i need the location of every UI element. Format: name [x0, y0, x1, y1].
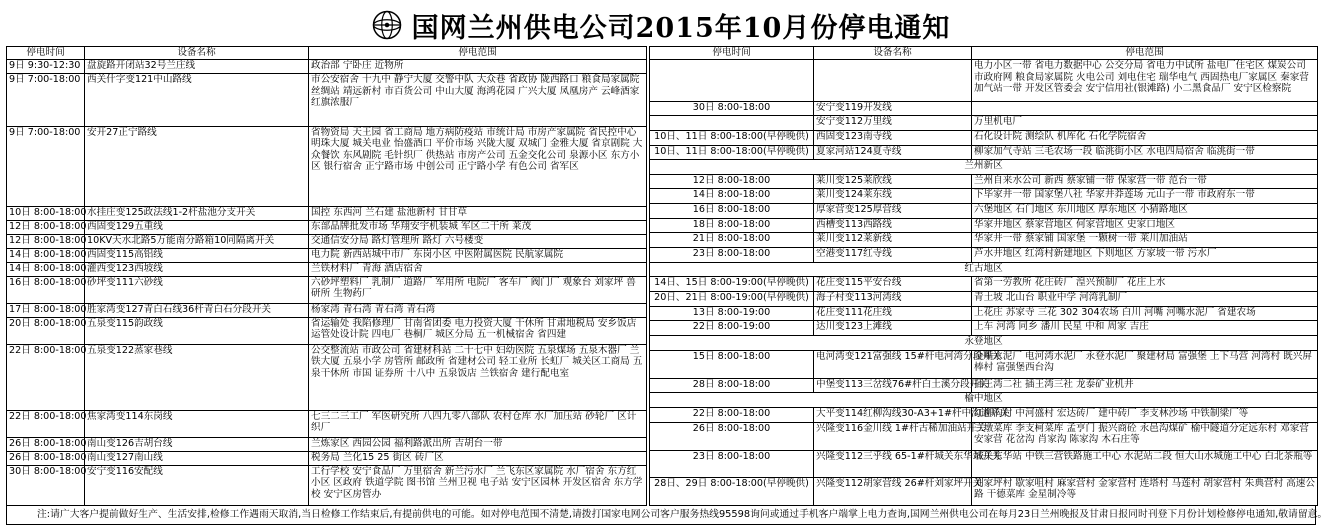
device-name: 安宁变116安配线 [85, 465, 309, 505]
table-row [650, 422, 1318, 450]
outage-time: 10日、11日 8:00-18:00(早停晚供) [650, 130, 814, 145]
outage-time [650, 60, 814, 102]
outage-area: 插王湾二社 插王湾三社 龙泰矿业机井 [972, 378, 1318, 393]
table-row [650, 306, 1318, 321]
outage-time: 12日 8:00-18:00 [7, 234, 85, 248]
table-row [650, 204, 1318, 219]
outage-time: 23日 8:00-18:00 [650, 450, 814, 477]
outage-time: 16日 8:00-18:00 [650, 204, 814, 219]
table-row [650, 218, 1318, 233]
outage-area: 省物资局 天王园 省工商局 地方病防疫站 市统计局 市房产家属院 省民控中心 明珠大厦 城关电业 怡盛酒口 平价市场 兴陇大厦 双城门 金雅大厦 省京剧院 大众餐饮 东风剧院 毛针织厂 供热站 市房产公司 五金交化公司 泉源小区 东方小区 银行宿舍 正宁路市场 中创公司 正宁路小学 有色公司 省军区 [309, 126, 647, 206]
device-name: 砂坪变111六砂线 [85, 276, 309, 303]
table-row [7, 262, 647, 276]
device-name: 安开27正宁路线 [85, 126, 309, 206]
header-area: 停电范围 [309, 47, 647, 60]
outage-time: 28日、29日 8:00-18:00(早停晚供) [650, 477, 814, 505]
outage-time: 30日 8:00-18:00 [650, 101, 814, 116]
device-name: 莱川变112莱新线 [814, 233, 972, 248]
outage-time: 30日 8:00-18:00 [7, 465, 85, 505]
device-name: 灌西变123西坡线 [85, 262, 309, 276]
outage-time: 14日、15日 8:00-19:00(早停晚供) [650, 277, 814, 292]
device-name: 西固变129五重线 [85, 220, 309, 234]
outage-time: 16日 8:00-18:00 [7, 276, 85, 303]
device-name: 五泉变122蒸家巷线 [85, 344, 309, 410]
region-section-row [650, 160, 1318, 175]
outage-area: 市公安宿舍 十九中 静宁大厦 交警中队 大众巷 省政协 陇西路口 粮食局家属院 丝绸站 靖远新村 市百货公司 中山大厦 海鸿花园 广兴大厦 凤凰房产 云峰酒家红旗浓服厂 [309, 74, 647, 127]
outage-area: 税务局 兰化15 25 街区 砖厂区 [309, 451, 647, 465]
device-name: 电河湾变121富强线 15#杆电河湾分段开关 [814, 350, 972, 378]
outage-area: 柳家加气寺站 三毛农场一段 临洮街小区 水电四局宿舍 临洮街一带 [972, 145, 1318, 160]
table-row [7, 234, 647, 248]
outage-area: 工行学校 安宁食品厂 万里宿舍 新兰污水厂 兰飞东区家属院 水厂宿舍 东方红小区 区政府 铁道学院 图书馆 兰州卫视 电子站 安宁区园林 开发区宿舍 东方学校 安宁区房管办 [309, 465, 647, 505]
table-row [650, 233, 1318, 248]
table-row [650, 60, 1318, 102]
outage-area: 杨家湾 青石湾 青石湾 青石湾 [309, 303, 647, 317]
device-name: 兴隆变116金川线 1#杆古稀加油站开关 [814, 422, 972, 450]
state-grid-logo-icon [372, 10, 402, 40]
outage-time: 26日 8:00-18:00 [650, 422, 814, 450]
right-header-row [650, 47, 1318, 60]
outage-time: 26日 8:00-18:00 [7, 451, 85, 465]
outage-area: 上花庄 苏家寺 三花 302 304农场 白川 河嘴 河嘴水泥厂 省建农场 [972, 306, 1318, 321]
header-area: 停电范围 [972, 47, 1318, 60]
outage-time: 10日、11日 8:00-18:00(早停晚供) [650, 145, 814, 160]
outage-time: 22日 8:00-19:00 [650, 321, 814, 336]
device-name: 五泉变115韵政线 [85, 317, 309, 344]
outage-area: 兰铁材料厂 青海 酒店宿舍 [309, 262, 647, 276]
outage-area: 上车 河湾 同乡 潘川 民星 中和 周家 吉庄 [972, 321, 1318, 336]
device-name: 10KV天水北路5万能南分路箱10同隔离开关 [85, 234, 309, 248]
device-name: 盘旋路开闭站32号兰庄线 [85, 60, 309, 74]
table-row [7, 465, 647, 505]
table-row [650, 477, 1318, 505]
header-device: 设备名称 [814, 47, 972, 60]
outage-area: 华家井地区 蔡家营地区 何家营地区 史家口地区 [972, 218, 1318, 233]
device-name: 安宁变119开发线 [814, 101, 972, 116]
table-row [650, 321, 1318, 336]
device-name: 水挂庄变125政法线1-2杆盐池分支开关 [85, 206, 309, 220]
outage-area: 金嘴水泥厂 电河湾水泥厂 永登水泥厂 聚建材局 富强堡 上下马营 河湾村 既兴屏棒村 富强堡西台沟 [972, 350, 1318, 378]
outage-area: 刘家坪村 歇家咀村 麻家营村 金家营村 连塔村 马莲村 胡家营村 朱典营村 高速公路 干德菜库 金星制冷等 [972, 477, 1318, 505]
device-name: 胜家湾变127青白石线36杆青白石分段开关 [85, 303, 309, 317]
outage-area: 兰州自来水公司 新西 蔡家铺一带 保家营一带 范台一带 [972, 174, 1318, 189]
outage-area: 六砂坪塑料厂 乳制厂 道路厂 军用所 电院厂 客车厂 阀门厂 观象台 刘家坪 兽研所 生物药厂 [309, 276, 647, 303]
outage-area: 政治部 宁卧庄 近物所 [309, 60, 647, 74]
outage-area: 青土坡 北山台 职业中学 河湾乳制厂 [972, 291, 1318, 306]
outage-time: 14日 8:00-18:00 [650, 189, 814, 204]
outage-time: 10日 8:00-18:00 [7, 206, 85, 220]
table-row [7, 276, 647, 303]
left-outage-table [6, 46, 647, 506]
outage-area: 石化设计院 测绘队 机厍化 石化学院宿舍 [972, 130, 1318, 145]
region-section-row [650, 335, 1318, 350]
device-name: 空港变117红寺线 [814, 248, 972, 263]
header-time: 停电时间 [650, 47, 814, 60]
table-row [7, 317, 647, 344]
outage-area: 华家井一带 蔡家铺 国家堡 一颗树一带 莱川加油站 [972, 233, 1318, 248]
table-row [650, 277, 1318, 292]
table-row [7, 248, 647, 262]
table-row [650, 145, 1318, 160]
device-name: 莱川变124莱东线 [814, 189, 972, 204]
header-device: 设备名称 [85, 47, 309, 60]
outage-time: 9日 7:00-18:00 [7, 126, 85, 206]
table-row [650, 130, 1318, 145]
device-name: 焦家湾变114东岗线 [85, 410, 309, 437]
left-header-row [7, 47, 647, 60]
outage-area: 城关东华站 中铁三营铁路施工中心 水泥站二段 恒大山水城施工中心 白北茶瓶等 [972, 450, 1318, 477]
device-name: 南山变127南山线 [85, 451, 309, 465]
table-row [650, 116, 1318, 131]
table-row [650, 407, 1318, 422]
outage-time: 22日 8:00-18:00 [7, 344, 85, 410]
region-label: 榆中地区 [650, 393, 1318, 408]
device-name: 西槽变113西路线 [814, 218, 972, 233]
table-row [7, 206, 647, 220]
outage-area: 七三二三工厂 军医研究所 八四九零八部队 农村仓库 水厂加压站 砂轮厂 区计织厂 [309, 410, 647, 437]
outage-area: 电力院 新西站城中市厂 东岗小区 中医附属医院 民航家属院 [309, 248, 647, 262]
outage-time: 17日 8:00-18:00 [7, 303, 85, 317]
device-name: 海子村变113河湾线 [814, 291, 972, 306]
outage-time: 12日 8:00-18:00 [7, 220, 85, 234]
outage-area: 国控 东西河 兰石建 盐池新村 甘甘草 [309, 206, 647, 220]
table-row [7, 410, 647, 437]
outage-time: 14日 8:00-18:00 [7, 248, 85, 262]
table-row [7, 303, 647, 317]
table-row [7, 220, 647, 234]
outage-time: 9日 7:00-18:00 [7, 74, 85, 127]
outage-area: 六堡地区 石门地区 东川地区 厚东地区 小猜路地区 [972, 204, 1318, 219]
table-row [7, 451, 647, 465]
device-name: 达川变123上滩线 [814, 321, 972, 336]
device-name: 西关什字变121中山路线 [85, 74, 309, 127]
table-row [7, 60, 647, 74]
table-row [650, 450, 1318, 477]
outage-area: 兰炼家区 西园公园 福利路派出所 吉胡台一带 [309, 437, 647, 451]
table-row [7, 344, 647, 410]
outage-time: 23日 8:00-18:00 [650, 248, 814, 263]
outage-area [972, 101, 1318, 116]
region-section-row [650, 393, 1318, 408]
device-name: 兴隆变112胡家营线 26#杆刘家坪开关 [814, 477, 972, 505]
outage-area: 交通信安分局 路灯管理所 路灯 六号楼变 [309, 234, 647, 248]
outage-time: 22日 8:00-18:00 [650, 407, 814, 422]
title-bar [6, 4, 1316, 46]
outage-time: 15日 8:00-18:00 [650, 350, 814, 378]
footer-note: 注:请广大客户提前做好生产、生活安排,检修工作遇雨天取消,当日检修工作结束后,有提前供电的可能。如对停电范围不清楚,请拨打国家电网公司客户服务热线95598询问或通过手机客户端掌上电力查询,国网兰州供电公司在每月23日兰州晚报及甘肃日报同时刊登下月份计划检修停电通知,敬请留意。 [6, 506, 1316, 525]
right-outage-table [649, 46, 1318, 506]
region-label: 红古地区 [650, 262, 1318, 277]
device-name: 大平变114红柳沟线30-A3+1#杆中沟道开关 [814, 407, 972, 422]
device-name [814, 60, 972, 102]
outage-time: 18日 8:00-18:00 [650, 218, 814, 233]
outage-area: 省运输处 我陷修理厂 甘南省团委 电力投资大厦 干休所 甘肃地税局 安乡饭店 运管处设计院 四电厂 巷桐厂 城区分局 五一机械宿舍 省四建 [309, 317, 647, 344]
table-row [650, 174, 1318, 189]
device-name: 花庄变111花庄线 [814, 306, 972, 321]
outage-area: 万里机电厂 [972, 116, 1318, 131]
device-name: 莱川变125莱欣线 [814, 174, 972, 189]
outage-time: 26日 8:00-18:00 [7, 437, 85, 451]
outage-time: 28日 8:00-18:00 [650, 378, 814, 393]
outage-area: 东部品牌批发市场 华翔安宇机装城 军区二干所 莱茂 [309, 220, 647, 234]
outage-time [650, 116, 814, 131]
table-row [650, 291, 1318, 306]
outage-area: 电力小区一带 省电力数据中心 公交分局 省电力中试所 盐电厂住宅区 煤炭公司 市政府网 粮食局家属院 火电公司 刘电住宅 瑞华电气 西固热电厂家属区 秦家营 加气站一带 开发区管委会 安宁信用社(银滩路) 小二黑食品厂 安宁区检察院 [972, 60, 1318, 102]
device-name: 花庄变115平安台线 [814, 277, 972, 292]
device-name: 兴隆变112三乎线 65-1#杆城关东华站开关 [814, 450, 972, 477]
outage-time: 12日 8:00-18:00 [650, 174, 814, 189]
table-row [650, 350, 1318, 378]
region-label: 永登地区 [650, 335, 1318, 350]
header-time: 停电时间 [7, 47, 85, 60]
device-name: 夏家河站124夏寺线 [814, 145, 972, 160]
outage-area: 公交整流站 市政公司 省建材科站 二十七中 妇幼医院 五泉煤场 五泉木器厂 兰铁大厦 五泉小学 房管所 邮政所 省建材公司 轻工业所 长虹厂 城关区工商局 五泉干休所 市国 证券所 十八中 五泉饭店 兰铁宿舍 建行配电室 [309, 344, 647, 410]
outage-time: 20日、21日 8:00-19:00(早停晚供) [650, 291, 814, 306]
outage-area: 红柳沟村 中河盛村 宏达砖厂 建中砖厂 李支林沙场 中铁制梁厂等 [972, 407, 1318, 422]
outage-area: 芦水井地区 红湾村新建地区 下则地区 方家坡一带 污水厂 [972, 248, 1318, 263]
outage-time: 22日 8:00-18:00 [7, 410, 85, 437]
table-row [650, 101, 1318, 116]
device-name: 西固变115高铝线 [85, 248, 309, 262]
table-row [650, 378, 1318, 393]
device-name: 中堡变113三岔线76#杆白土溪分段开关 [814, 378, 972, 393]
outage-time: 13日 8:00-19:00 [650, 306, 814, 321]
device-name: 南山变126吉胡台线 [85, 437, 309, 451]
table-row [7, 437, 647, 451]
device-name: 西固变123南寺线 [814, 130, 972, 145]
outage-time: 20日 8:00-18:00 [7, 317, 85, 344]
table-row [7, 126, 647, 206]
outage-time: 14日 8:00-18:00 [7, 262, 85, 276]
region-section-row [650, 262, 1318, 277]
page-title: 国网兰州供电公司2015年10月份停电通知 [411, 12, 951, 44]
outage-time: 21日 8:00-18:00 [650, 233, 814, 248]
table-row [7, 74, 647, 127]
table-row [650, 248, 1318, 263]
device-name: 厚家营变125厚营线 [814, 204, 972, 219]
tables-container [6, 46, 1316, 506]
outage-area: 三墩菜库 李支柯菜库 孟亨门 振兴商砼 永邑沟煤矿 榆中隧道分定远东村 邓家营 安家营 花岔沟 肖家沟 陈家沟 木石庄等 [972, 422, 1318, 450]
device-name: 安宁变112万里线 [814, 116, 972, 131]
region-label: 兰州新区 [650, 160, 1318, 175]
outage-time: 9日 9:30-12:30 [7, 60, 85, 74]
outage-area: 下毕家井一带 国家堡八社 华家井莽莲场 元山子一带 市政府东一带 [972, 189, 1318, 204]
outage-area: 省第一劳教所 花庄砖厂 湟兴预制厂 花庄上水 [972, 277, 1318, 292]
table-row [650, 189, 1318, 204]
